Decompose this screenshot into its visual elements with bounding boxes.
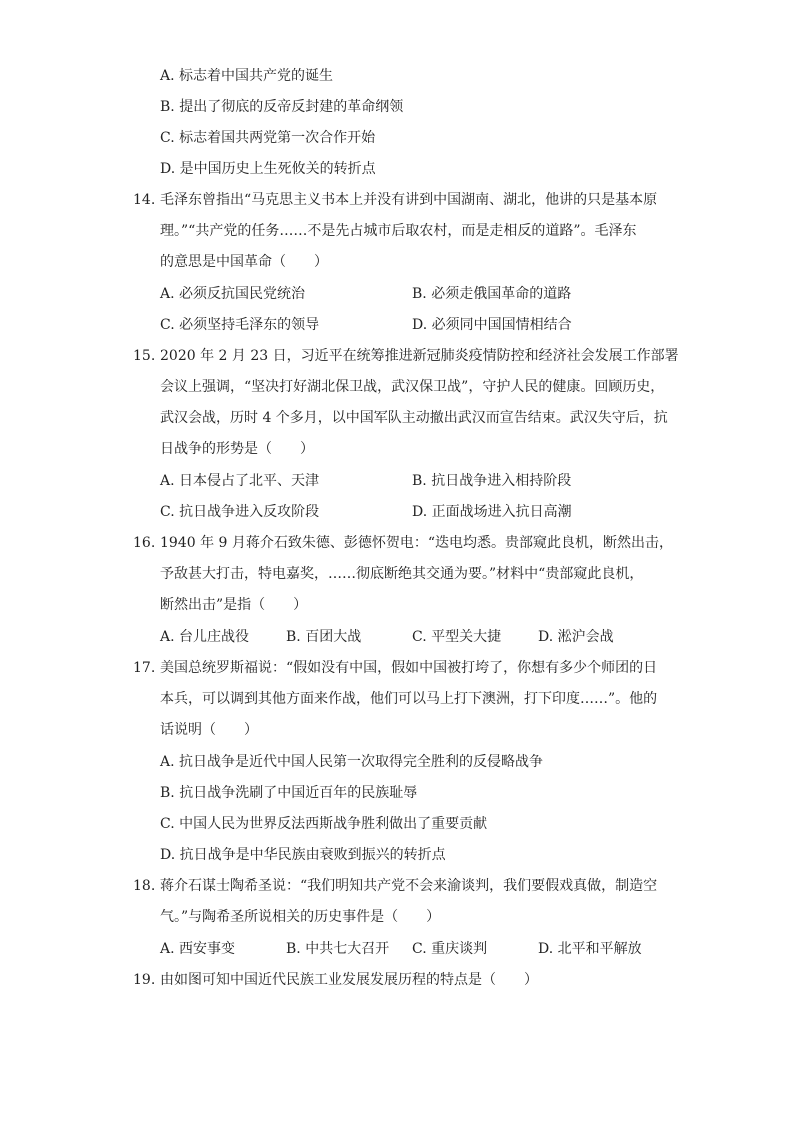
q14-stem-line-3: 的意思是中国革命（ ）	[160, 254, 328, 270]
q13-option-a[interactable]: A. 标志着中国共产党的诞生	[160, 68, 334, 84]
q17-option-b[interactable]: B. 抗日战争洗刷了中国近百年的民族耻辱	[160, 785, 418, 801]
q15-stem-line-3: 武汉会战，历时 4 个多月，以中国军队主动撤出武汉而宣告结束。武汉失守后，抗	[160, 410, 668, 426]
q14-option-c[interactable]: C. 必须坚持毛泽东的领导	[160, 317, 320, 333]
q18-number: 18.	[133, 878, 156, 894]
q14-stem-line-1: 毛泽东曾指出“马克思主义书本上并没有讲到中国湖南、湖北，他讲的只是基本原	[160, 192, 658, 208]
q13-option-b[interactable]: B. 提出了彻底的反帝反封建的革命纲领	[160, 99, 404, 115]
q14-number: 14.	[133, 192, 156, 208]
q18-stem-line-2: 气。”与陶希圣所说相关的历史事件是（ ）	[160, 909, 441, 925]
q19-stem-line-1: 由如图可知中国近代民族工业发展发展历程的特点是（ ）	[160, 972, 538, 988]
q16-stem-line-3: 断然出击”是指（ ）	[160, 597, 308, 613]
q17-option-c[interactable]: C. 中国人民为世界反法西斯战争胜利做出了重要贡献	[160, 816, 488, 832]
q18-option-a[interactable]: A. 西安事变	[160, 941, 236, 957]
q14-option-d[interactable]: D. 必须同中国国情相结合	[412, 317, 572, 333]
q16-option-a[interactable]: A. 台儿庄战役	[160, 629, 250, 645]
q17-stem-line-2: 本兵，可以调到其他方面来作战，他们可以马上打下澳洲，打下印度……”。他的	[160, 691, 658, 707]
q15-option-b[interactable]: B. 抗日战争进入相持阶段	[412, 473, 572, 489]
q13-option-d[interactable]: D. 是中国历史上生死攸关的转折点	[160, 161, 376, 177]
q16-stem-line-2: 予敌甚大打击，特电嘉奖，……彻底断绝其交通为要。”材料中“贵部窥此良机，	[160, 566, 644, 582]
q19-number: 19.	[133, 972, 156, 988]
q16-option-c[interactable]: C. 平型关大捷	[412, 629, 502, 645]
q17-stem-line-1: 美国总统罗斯福说：“假如没有中国，假如中国被打垮了，你想有多少个师团的日	[160, 660, 658, 676]
q17-option-a[interactable]: A. 抗日战争是近代中国人民第一次取得完全胜利的反侵略战争	[160, 754, 544, 770]
q18-option-d[interactable]: D. 北平和平解放	[538, 941, 642, 957]
q15-option-c[interactable]: C. 抗日战争进入反攻阶段	[160, 504, 320, 520]
q15-stem-line-2: 会议上强调，“坚决打好湖北保卫战，武汉保卫战”，守护人民的健康。回顾历史，	[160, 379, 665, 395]
q15-number: 15.	[133, 348, 156, 364]
q14-stem-line-2: 理。”“共产党的任务……不是先占城市后取农村，而是走相反的道路”。毛泽东	[160, 223, 637, 239]
q15-option-d[interactable]: D. 正面战场进入抗日高潮	[412, 504, 572, 520]
q14-option-a[interactable]: A. 必须反抗国民党统治	[160, 286, 306, 302]
q15-stem-line-4: 日战争的形势是（ ）	[160, 441, 314, 457]
q13-option-c[interactable]: C. 标志着国共两党第一次合作开始	[160, 130, 376, 146]
q17-stem-line-3: 话说明（ ）	[160, 722, 258, 738]
q15-option-a[interactable]: A. 日本侵占了北平、天津	[160, 473, 320, 489]
q18-option-b[interactable]: B. 中共七大召开	[286, 941, 390, 957]
q16-number: 16.	[133, 535, 156, 551]
q16-stem-line-1: 1940 年 9 月蒋介石致朱德、彭德怀贺电：“迭电均悉。贵部窥此良机，断然出击，	[160, 535, 674, 551]
q18-stem-line-1: 蒋介石谋士陶希圣说：“我们明知共产党不会来渝谈判，我们要假戏真做，制造空	[160, 878, 658, 894]
q16-option-b[interactable]: B. 百团大战	[286, 629, 362, 645]
q17-option-d[interactable]: D. 抗日战争是中华民族由衰败到振兴的转折点	[160, 847, 446, 863]
q15-stem-line-1: 2020 年 2 月 23 日，习近平在统筹推进新冠肺炎疫情防控和经济社会发展工作部署	[160, 348, 679, 364]
q18-option-c[interactable]: C. 重庆谈判	[412, 941, 488, 957]
q16-option-d[interactable]: D. 淞沪会战	[538, 629, 614, 645]
q14-option-b[interactable]: B. 必须走俄国革命的道路	[412, 286, 572, 302]
q17-number: 17.	[133, 660, 156, 676]
